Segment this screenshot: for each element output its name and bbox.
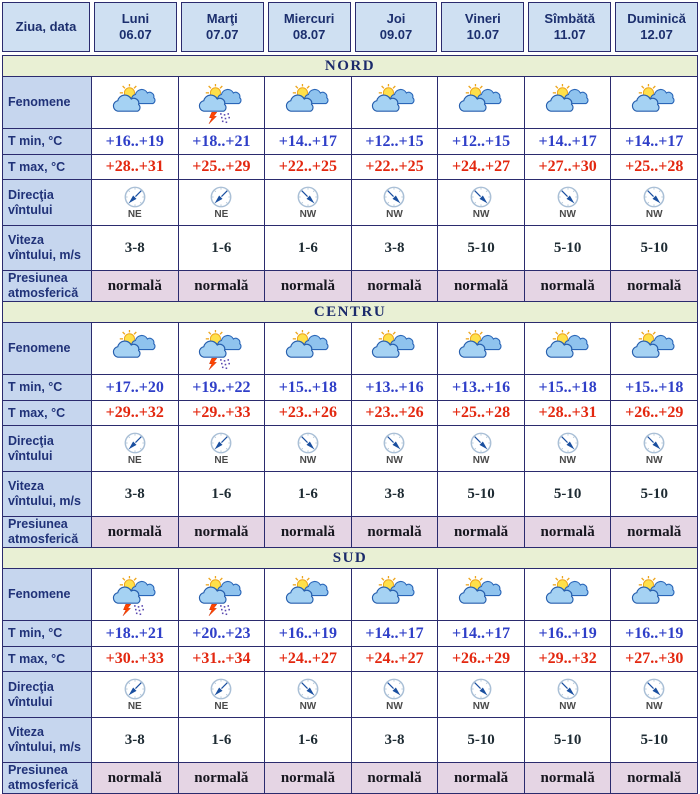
compass-icon (469, 677, 493, 701)
compass-icon (469, 185, 493, 209)
weather-icon (544, 573, 592, 617)
weather-cell (352, 323, 438, 374)
weather-icon (630, 573, 678, 617)
wind-speed-value: 3-8 (92, 472, 178, 516)
compass-icon (209, 431, 233, 455)
row-label-directia: Direcţia vîntului (3, 426, 91, 471)
day-header-duminica: Duminică 12.07 (615, 2, 698, 52)
wind-direction-label: NE (214, 701, 229, 712)
wind-direction-cell (352, 672, 438, 717)
weather-cell (92, 323, 178, 374)
row-label-tmin: T min, °C (3, 129, 91, 154)
row-label-tmax: T max, °C (3, 155, 91, 179)
weather-icon (197, 81, 245, 125)
pressure-value: normală (352, 517, 438, 547)
wind-direction-label: NW (299, 701, 317, 712)
weather-icon (197, 327, 245, 371)
wind-speed-value: 1-6 (265, 472, 351, 516)
pressure-value: normală (92, 517, 178, 547)
weather-cell (179, 569, 265, 620)
tmax-value: +28..+31 (92, 155, 178, 179)
weather-cell (92, 77, 178, 128)
section-centru (2, 302, 698, 548)
weather-icon (544, 327, 592, 371)
compass-icon (296, 677, 320, 701)
wind-direction-cell (611, 672, 697, 717)
weather-icon (111, 327, 159, 371)
compass-icon (123, 431, 147, 455)
tmin-value: +15..+18 (265, 375, 351, 400)
tmin-value: +16..+19 (92, 129, 178, 154)
wind-speed-value: 5-10 (611, 226, 697, 270)
corner-cell (2, 2, 90, 52)
weather-cell (438, 323, 524, 374)
weather-icon (630, 327, 678, 371)
tmin-value: +15..+18 (525, 375, 611, 400)
row-label-fenomene: Fenomene (3, 77, 91, 128)
wind-speed-value: 3-8 (92, 718, 178, 762)
compass-icon (642, 185, 666, 209)
tmin-value: +13..+16 (438, 375, 524, 400)
row-label-viteza: Viteza vîntului, m/s (3, 718, 91, 762)
tmax-value: +26..+29 (611, 401, 697, 425)
wind-direction-cell (265, 672, 351, 717)
wind-direction-label: NW (472, 209, 490, 220)
wind-speed-value: 5-10 (525, 718, 611, 762)
wind-direction-label: NW (559, 701, 576, 712)
wind-direction-cell (525, 426, 611, 471)
tmax-value: +29..+32 (92, 401, 178, 425)
wind-direction-label: NW (299, 455, 317, 466)
tmax-value: +23..+26 (352, 401, 438, 425)
pressure-value: normală (92, 271, 178, 301)
pressure-value: normală (438, 763, 524, 793)
pressure-value: normală (611, 763, 697, 793)
wind-speed-value: 1-6 (179, 718, 265, 762)
wind-direction-label: NW (386, 701, 403, 712)
weather-cell (525, 569, 611, 620)
wind-direction-cell (92, 180, 178, 225)
compass-icon (296, 431, 320, 455)
compass-icon (556, 677, 580, 701)
wind-direction-label: NW (299, 209, 317, 220)
wind-direction-cell (179, 180, 265, 225)
day-header-miercuri: Miercuri 08.07 (268, 2, 351, 52)
tmin-value: +17..+20 (92, 375, 178, 400)
weather-cell (179, 323, 265, 374)
tmax-value: +24..+27 (352, 647, 438, 671)
pressure-value: normală (265, 271, 351, 301)
weather-cell (265, 323, 351, 374)
wind-direction-label: NW (472, 701, 490, 712)
tmin-value: +16..+19 (611, 621, 697, 646)
compass-icon (556, 185, 580, 209)
wind-direction-cell (525, 672, 611, 717)
weather-icon (457, 81, 505, 125)
wind-direction-label: NW (559, 209, 576, 220)
tmin-value: +12..+15 (438, 129, 524, 154)
tmax-value: +25..+28 (438, 401, 524, 425)
wind-speed-value: 3-8 (352, 472, 438, 516)
tmax-value: +29..+33 (179, 401, 265, 425)
pressure-value: normală (438, 271, 524, 301)
wind-direction-label: NE (214, 455, 229, 466)
section-title: CENTRU (3, 302, 697, 322)
wind-direction-label: NE (127, 455, 142, 466)
wind-speed-value: 1-6 (179, 226, 265, 270)
wind-speed-value: 5-10 (438, 718, 524, 762)
weather-cell (611, 77, 697, 128)
wind-direction-cell (525, 180, 611, 225)
wind-speed-value: 5-10 (611, 718, 697, 762)
pressure-value: normală (438, 517, 524, 547)
weather-icon (197, 573, 245, 617)
tmin-value: +18..+21 (179, 129, 265, 154)
tmin-value: +18..+21 (92, 621, 178, 646)
weather-cell (265, 569, 351, 620)
row-label-tmin: T min, °C (3, 621, 91, 646)
tmin-value: +12..+15 (352, 129, 438, 154)
weather-icon (457, 573, 505, 617)
row-label-viteza: Viteza vîntului, m/s (3, 226, 91, 270)
wind-direction-label: NE (214, 209, 229, 220)
wind-speed-value: 3-8 (92, 226, 178, 270)
section-title: NORD (3, 56, 697, 76)
tmin-value: +13..+16 (352, 375, 438, 400)
section-nord (2, 55, 698, 302)
pressure-value: normală (525, 763, 611, 793)
weather-icon (370, 573, 418, 617)
compass-icon (382, 185, 406, 209)
weather-cell (352, 77, 438, 128)
tmax-value: +25..+28 (611, 155, 697, 179)
wind-direction-cell (265, 426, 351, 471)
wind-direction-cell (352, 180, 438, 225)
wind-speed-value: 1-6 (265, 718, 351, 762)
pressure-value: normală (525, 517, 611, 547)
wind-speed-value: 5-10 (611, 472, 697, 516)
weather-icon (630, 81, 678, 125)
wind-direction-cell (352, 426, 438, 471)
tmin-value: +16..+19 (265, 621, 351, 646)
weather-cell (438, 77, 524, 128)
tmax-value: +25..+29 (179, 155, 265, 179)
weather-cell (525, 323, 611, 374)
tmin-value: +15..+18 (611, 375, 697, 400)
day-header-marti: Marţi 07.07 (181, 2, 264, 52)
tmax-value: +23..+26 (265, 401, 351, 425)
tmin-value: +16..+19 (525, 621, 611, 646)
wind-speed-value: 1-6 (179, 472, 265, 516)
weather-cell (352, 569, 438, 620)
wind-speed-value: 5-10 (525, 226, 611, 270)
wind-direction-cell (92, 426, 178, 471)
wind-direction-cell (179, 426, 265, 471)
wind-direction-cell (265, 180, 351, 225)
tmin-value: +14..+17 (611, 129, 697, 154)
wind-speed-value: 5-10 (525, 472, 611, 516)
pressure-value: normală (92, 763, 178, 793)
wind-speed-value: 5-10 (438, 472, 524, 516)
wind-speed-value: 1-6 (265, 226, 351, 270)
weather-icon (370, 81, 418, 125)
corner-label: Ziua, data (15, 18, 77, 34)
wind-direction-label: NW (645, 455, 663, 466)
weather-icon (111, 573, 159, 617)
wind-direction-label: NW (472, 455, 490, 466)
pressure-value: normală (179, 271, 265, 301)
weather-icon (111, 81, 159, 125)
weather-cell (265, 77, 351, 128)
wind-direction-cell (92, 672, 178, 717)
pressure-value: normală (352, 763, 438, 793)
header-row (2, 2, 698, 52)
tmax-value: +30..+33 (92, 647, 178, 671)
section-title: SUD (3, 548, 697, 568)
tmin-value: +14..+17 (265, 129, 351, 154)
wind-direction-cell (179, 672, 265, 717)
tmin-value: +14..+17 (525, 129, 611, 154)
tmin-value: +19..+22 (179, 375, 265, 400)
weather-cell (179, 77, 265, 128)
day-header-vineri: Vineri 10.07 (441, 2, 524, 52)
wind-direction-cell (611, 180, 697, 225)
row-label-tmin: T min, °C (3, 375, 91, 400)
pressure-value: normală (265, 763, 351, 793)
tmax-value: +24..+27 (438, 155, 524, 179)
row-label-tmax: T max, °C (3, 647, 91, 671)
wind-speed-value: 3-8 (352, 226, 438, 270)
section-sud (2, 548, 698, 794)
compass-icon (123, 185, 147, 209)
row-label-presiunea: Presiunea atmosferică (3, 763, 91, 793)
pressure-value: normală (611, 517, 697, 547)
day-header-joi: Joi 09.07 (355, 2, 438, 52)
compass-icon (296, 185, 320, 209)
tmax-value: +27..+30 (525, 155, 611, 179)
compass-icon (209, 677, 233, 701)
wind-direction-label: NW (645, 701, 663, 712)
tmin-value: +14..+17 (352, 621, 438, 646)
weather-icon (284, 573, 332, 617)
wind-speed-value: 5-10 (438, 226, 524, 270)
compass-icon (556, 431, 580, 455)
wind-direction-label: NW (559, 455, 576, 466)
tmax-value: +24..+27 (265, 647, 351, 671)
weather-cell (92, 569, 178, 620)
row-label-fenomene: Fenomene (3, 323, 91, 374)
compass-icon (642, 431, 666, 455)
pressure-value: normală (179, 517, 265, 547)
row-label-viteza: Viteza vîntului, m/s (3, 472, 91, 516)
weather-icon (284, 81, 332, 125)
pressure-value: normală (179, 763, 265, 793)
tmin-value: +20..+23 (179, 621, 265, 646)
wind-direction-cell (611, 426, 697, 471)
weather-cell (525, 77, 611, 128)
compass-icon (469, 431, 493, 455)
row-label-tmax: T max, °C (3, 401, 91, 425)
weather-cell (438, 569, 524, 620)
wind-direction-cell (438, 426, 524, 471)
tmax-value: +22..+25 (265, 155, 351, 179)
tmax-value: +26..+29 (438, 647, 524, 671)
compass-icon (382, 677, 406, 701)
row-label-presiunea: Presiunea atmosferică (3, 517, 91, 547)
weather-icon (284, 327, 332, 371)
pressure-value: normală (265, 517, 351, 547)
tmax-value: +31..+34 (179, 647, 265, 671)
day-header-simbata: Sîmbătă 11.07 (528, 2, 611, 52)
pressure-value: normală (352, 271, 438, 301)
tmax-value: +22..+25 (352, 155, 438, 179)
row-label-directia: Direcţia vîntului (3, 180, 91, 225)
wind-direction-cell (438, 672, 524, 717)
compass-icon (382, 431, 406, 455)
tmax-value: +29..+32 (525, 647, 611, 671)
compass-icon (123, 677, 147, 701)
tmin-value: +14..+17 (438, 621, 524, 646)
day-header-luni: Luni 06.07 (94, 2, 177, 52)
row-label-presiunea: Presiunea atmosferică (3, 271, 91, 301)
weather-cell (611, 323, 697, 374)
wind-direction-label: NE (127, 209, 142, 220)
wind-direction-label: NE (127, 701, 142, 712)
wind-direction-label: NW (386, 455, 403, 466)
row-label-directia: Direcţia vîntului (3, 672, 91, 717)
tmax-value: +28..+31 (525, 401, 611, 425)
wind-direction-label: NW (386, 209, 403, 220)
pressure-value: normală (611, 271, 697, 301)
wind-speed-value: 3-8 (352, 718, 438, 762)
wind-direction-cell (438, 180, 524, 225)
compass-icon (642, 677, 666, 701)
row-label-fenomene: Fenomene (3, 569, 91, 620)
pressure-value: normală (525, 271, 611, 301)
weather-cell (611, 569, 697, 620)
weather-icon (544, 81, 592, 125)
weather-icon (457, 327, 505, 371)
wind-direction-label: NW (645, 209, 663, 220)
compass-icon (209, 185, 233, 209)
weather-icon (370, 327, 418, 371)
tmax-value: +27..+30 (611, 647, 697, 671)
